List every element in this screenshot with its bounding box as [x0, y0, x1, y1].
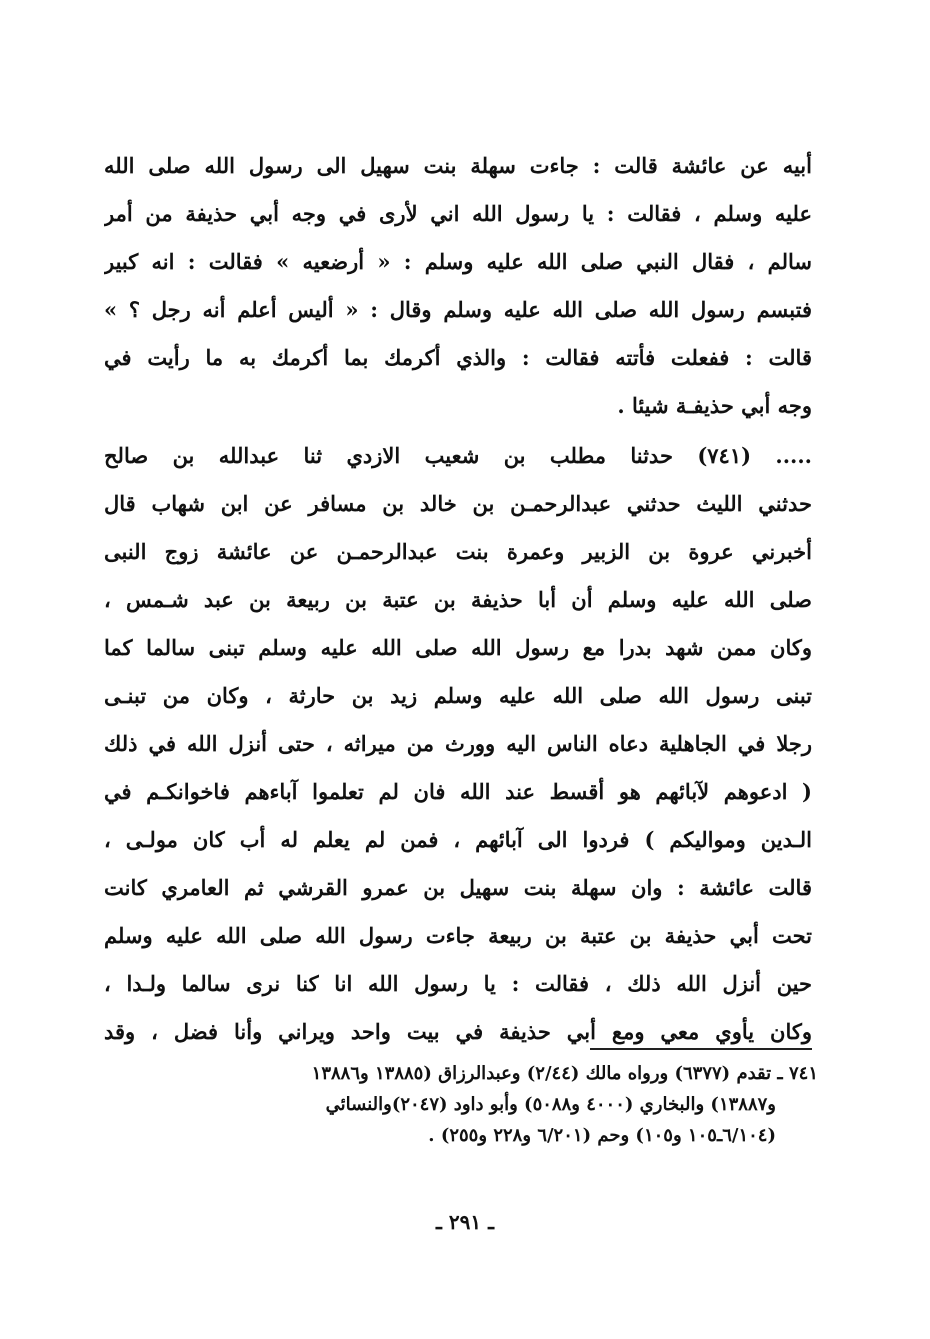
- text-line: فتبسم رسول الله صلى الله عليه وسلم وقال : « أليس أعلم أنه رجل ؟ »: [104, 297, 812, 322]
- text-line: قالت : ففعلت فأتته فقالت : والذي أكرمك بما أكرمك به ما رأيت في: [104, 345, 812, 370]
- hadith-text-paragraph-continued: [104, 142, 812, 430]
- text-line: ( ادعوهم لآبائهم هو أقسط عند الله فان لم تعلموا آباءهم فاخوانكـم في: [104, 779, 812, 804]
- text-line: حدثني الليث حدثني عبدالرحمـن بن خالد بن مسافر عن ابن شهاب قال: [104, 491, 812, 516]
- footnote-line: و١٣٨٨٧) والبخاري (٤٠٠٠ و٥٠٨٨) وأبو داود (٢٠٤٧)والنسائي: [325, 1094, 776, 1115]
- text-line: رجلا في الجاهلية دعاه الناس اليه وورث من ميراثه ، حتى أنزل الله في ذلك: [104, 731, 812, 756]
- footnote-separator: [590, 1048, 812, 1050]
- text-line: حين أنزل الله ذلك ، فقالت : يا رسول الله انا كنا نرى سالما ولـدا ،: [104, 971, 812, 996]
- text-line: تبنى رسول الله صلى الله عليه وسلم زيد بن حارثة ، وكان من تبنـى: [104, 683, 812, 708]
- text-line: الـدين ومواليكم ) فردوا الى آبائهم ، فمن لم يعلم له أب كان مولـى ،: [104, 827, 812, 852]
- text-line: وجه أبي حذيفـة شيئا .: [617, 393, 812, 418]
- text-line: سالم ، فقال النبي صلى الله عليه وسلم : « أرضعيه » فقالت : انه كبير: [104, 249, 812, 274]
- text-line: وكان ممن شهد بدرا مع رسول الله صلى الله عليه وسلم تبنى سالما كما: [104, 635, 812, 660]
- footnote-line: (٦/١٠٤ـ١٠٥ و١٠٥) وحم (٦/٢٠١ و٢٢٨ و٢٥٥) .: [428, 1125, 776, 1146]
- text-line: عليه وسلم ، فقالت : يا رسول الله اني لأرى في وجه أبي حذيفة من أمر: [104, 201, 812, 226]
- text-line: تحت أبي حذيفة بن عتبة بن ربيعة جاءت رسول الله صلى الله عليه وسلم: [104, 923, 812, 948]
- text-line: قالت عائشة : وان سهلة بنت سهيل بن عمرو القرشي ثم العامري كانت: [104, 875, 812, 900]
- footnotes: [104, 1058, 818, 1151]
- text-line: أبيه عن عائشة قالت : جاءت سهلة بنت سهيل الى رسول الله صلى الله: [104, 153, 812, 178]
- text-line: أخبرني عروة بن الزبير وعمرة بنت عبدالرحمـن عن عائشة زوج النبى: [104, 539, 812, 564]
- hadith-741-paragraph: [104, 432, 812, 1056]
- text-line: صلى الله عليه وسلم أن أبا حذيفة بن عتبة بن ربيعة بن عبد شـمس ،: [104, 587, 812, 612]
- text-line: وكان يأوي معي ومع أبي حذيفة في بيت واحد ويراني وأنا فضل ، وقد: [104, 1019, 812, 1044]
- page-number: ـ ٢٩١ ـ: [436, 1210, 494, 1234]
- text-line: ..... (٧٤١) حدثنا مطلب بن شعيب الازدي ثنا عبدالله بن صالح: [104, 443, 812, 468]
- footnote-line: ٧٤١ ـ تقدم (٦٣٧٧) ورواه مالك (٢/٤٤) وعبدالرزاق (١٣٨٨٥ و١٣٨٨٦: [311, 1063, 818, 1084]
